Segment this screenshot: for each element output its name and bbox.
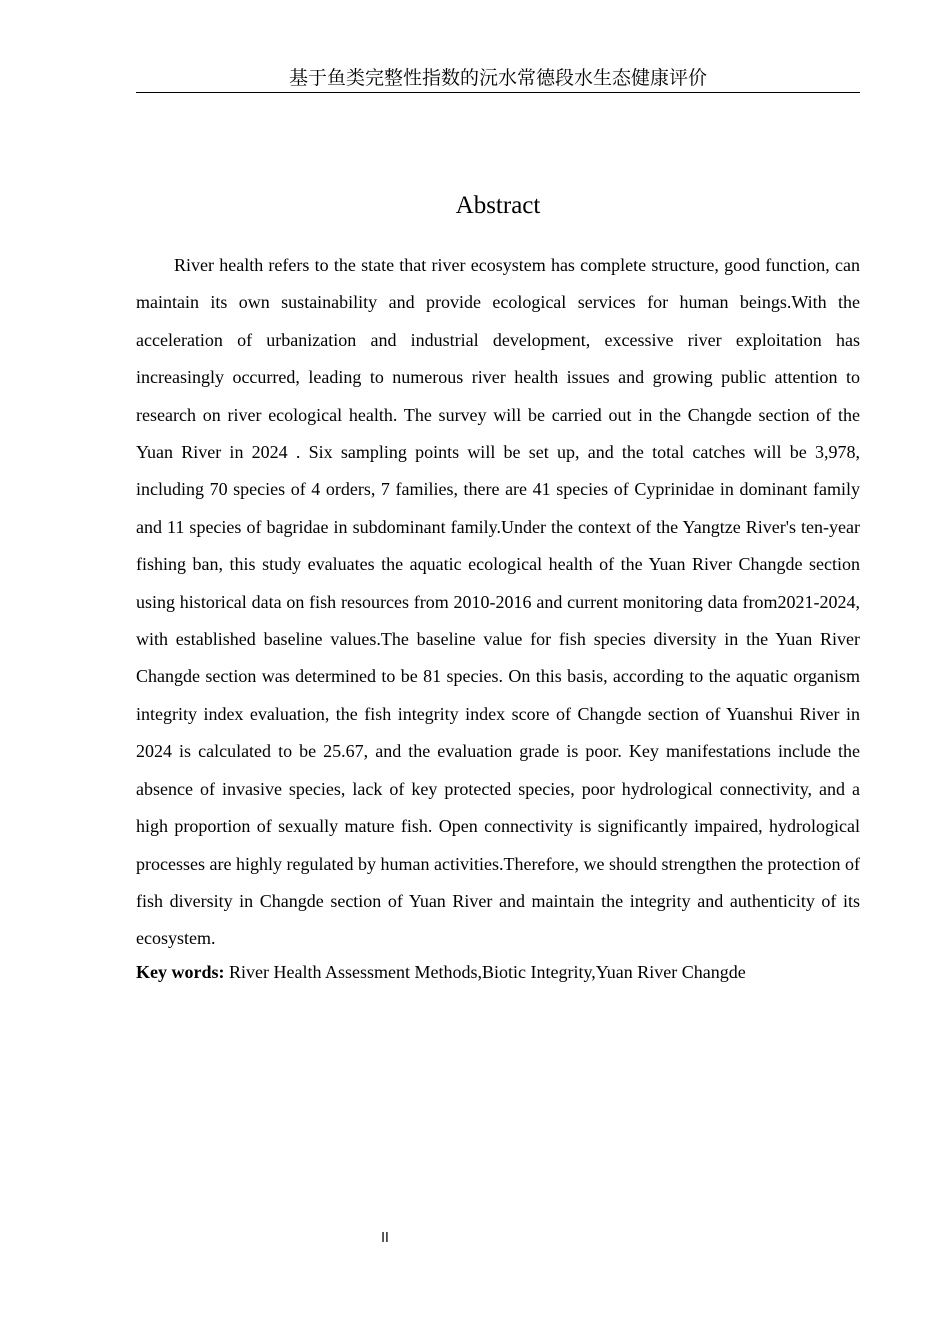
abstract-title: Abstract: [455, 192, 541, 219]
page-number: II: [381, 1231, 389, 1246]
running-header: 基于鱼类完整性指数的沅水常德段水生态健康评价: [136, 66, 860, 93]
keywords-text: River Health Assessment Methods,Biotic Integrity,Yuan River Changde: [224, 962, 746, 982]
keywords-label: Key words:: [136, 962, 225, 982]
keywords-line: [136, 958, 860, 986]
abstract-body: River health refers to the state that river ecosystem has complete structure, good function, can maintain its own sustainability and provide ecological services for human beings.With the acceleration of urbanization and industrial development, excessive river exploitation has increasingly occurred, leading to numerous river health issues and growing public attention to research on river ecological health. The survey will be carried out in the Changde section of the Yuan River in 2024 . Six sampling points will be set up, and the total catches will be 3,978, including 70 species of 4 orders, 7 families, there are 41 species of Cyprinidae in dominant family and 11 species of bagridae in subdominant family.Under the context of the Yangtze River's ten-year fishing ban, this study evaluates the aquatic ecological health of the Yuan River Changde section using historical data on fish resources from 2010-2016 and current monitoring data from2021-2024, with established baseline values.The baseline value for fish species diversity in the Yuan River Changde section was determined to be 81 species. On this basis, according to the aquatic organism integrity index evaluation, the fish integrity index score of Changde section of Yuanshui River in 2024 is calculated to be 25.67, and the evaluation grade is poor. Key manifestations include the absence of invasive species, lack of key protected species, poor hydrological connectivity, and a high proportion of sexually mature fish. Open connectivity is significantly impaired, hydrological processes are highly regulated by human activities.Therefore, we should strengthen the protection of fish diversity in Changde section of Yuan River and maintain the integrity and authenticity of its ecosystem.: [136, 255, 860, 949]
